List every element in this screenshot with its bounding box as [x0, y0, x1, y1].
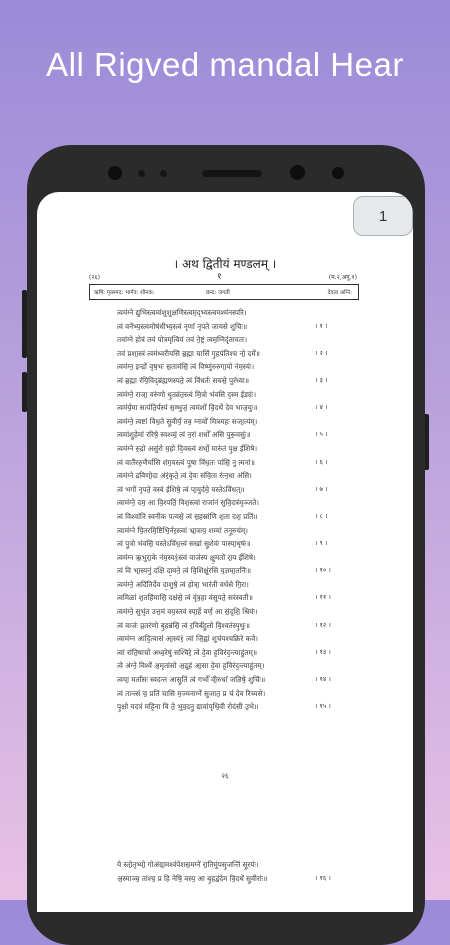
verse-text: पृ॒क्षो यदत्र॑ महि॒ना वि ते॒ भुव॒दनु॒ द्यावा॑पृथि॒वी रोद॑सी उ॒भे॥ — [117, 702, 259, 712]
front-camera-icon — [290, 165, 305, 180]
sensor-icon — [160, 170, 167, 177]
verse-line — [117, 374, 363, 388]
verse-text: त्वं वाजः॑ प्र॒तर॑णो बृ॒हन्न॑सि॒ त्वं र॒यिर्ब॑हु॒लो वि॒श्वत॑स्पृ॒थुः॥ — [117, 620, 250, 630]
verse-number: । १२ । — [315, 620, 331, 629]
verse-text: त्वे अ॑ग्ने॒ विश्वे॑ अ॒मृता॑सो अ॒द्रुह॑ आ॒सा दे॒वा ह॒विर॑द॒न्त्याहु॑तम्। — [117, 661, 265, 671]
verse-line — [117, 442, 363, 456]
verse-number: । ५ । — [315, 430, 328, 439]
verse-number: । २ । — [315, 348, 328, 357]
page-ref: (२६) — [89, 274, 100, 281]
verse-text: तव॑ प्रशा॒स्त्रं त्वम॑ध्वरीयसि ब्र॒ह्मा चासि॑ गृ॒हप॑तिश्च नो॒ दमे॑॥ — [117, 348, 260, 358]
verse-text: त्वम॑ग्ने रु॒द्रो असु॑रो म॒हो दि॒वस्त्वं शर्धो॒ मारु॑तं पृ॒क्ष ई॑शिषे। — [117, 443, 258, 453]
verse-line — [117, 469, 363, 483]
verse-line — [117, 388, 363, 402]
verse-text: त्वं पु॒त्रो भ॑वसि॒ यस्तेऽवि॑ध॒त्त्वं सखा॑ सु॒शेवः॑ पास्या॒धृषः॑॥ — [117, 539, 251, 549]
verse-line — [117, 578, 363, 592]
verse-number: । १६ । — [315, 873, 331, 882]
verse-number: । ११ । — [315, 593, 331, 602]
verse-line — [117, 872, 363, 886]
verse-text: त्वमिळा॑ श॒तहि॑मासि॒ दक्ष॑से॒ त्वं वृ॑त्र॒हा व॑सुपते॒ सर॑स्वती॥ — [117, 593, 253, 603]
verse-text: त्वं वातै॑ररु॒णैर्या॑सि शंग॒यस्त्वं पू॒षा वि॑ध॒तः पा॑सि॒ नु त्मना॑॥ — [117, 457, 255, 467]
verse-text: त्वम॑र्य॒मा सत्प॑ति॒र्यस्य॑ स॒म्भुजं॒ त्वमंशो॑ वि॒दथे॑ देव भाज॒युः॥ — [117, 403, 258, 413]
verse-text: त्वाम॑ग्ने॒ दम॒ आ वि॒श्पतिं॒ विश॒स्त्वां राजा॑नं सुवि॒दत्र॑मृञ्जते। — [117, 498, 260, 508]
verse-line — [117, 320, 363, 334]
verse-line — [117, 659, 363, 673]
verse-line — [117, 619, 363, 633]
verse-text: त्वम॑ग्न॒ इन्द्रो॑ वृष॒भः स॒ताम॑सि॒ त्वं विष्णु॑रुरुगा॒यो न॑म॒स्यः॑। — [117, 362, 255, 372]
verse-text: त्वम॑ग्ने द्युभिस्त्वमा॑शुशुक्षणिस्त्वम॒द्भ्यस्त्वमश्म॑नस्परि। — [117, 308, 247, 317]
verse-line — [117, 401, 363, 415]
verse-text: त्वं विश्वा॑नि स्वनीक पत्यसे॒ त्वं स॒हस्रा॑णि श॒ता दश॒ प्रति॑॥ — [117, 511, 258, 521]
verse-text: त्वां रा॑ति॒षाचो॑ अध्व॒रेषु॑ सश्चिरे॒ त्वे दे॒वा ह॒विर॑द॒न्त्याहु॑तम्॥ — [117, 647, 258, 657]
verse-number: । १५ । — [315, 702, 331, 711]
verse-line — [117, 524, 363, 538]
verse-list — [117, 306, 363, 714]
verse-line — [117, 700, 363, 714]
verse-text: त्वम॑ग्न ऋ॒भुरा॒के न॑म॒स्य१॒॑स्त्वं वाज॑स्य क्षु॒मतो॑ रा॒य ई॑शिषे। — [117, 552, 256, 562]
verse-line — [117, 333, 363, 347]
verse-text: त्वं भगो॑ नृपते॒ वस्व॑ ईशिषे॒ त्वं पा॒युर्दमे॒ यस्तेऽवि॑धत्॥ — [117, 484, 245, 494]
sensor-icon — [138, 170, 145, 177]
verse-text: त्वम॑ग्ने द्रविणो॒दा अ॑रं॒कृते॒ त्वं दे॒वः स॑वि॒ता र॑त्न॒धा अ॑सि। — [117, 471, 252, 481]
verse-text: ये स्तो॒तृभ्यो॒ गोअ॑ग्रा॒मश्व॑पेशस॒मग्ने॑ रा॒तिमु॑पसृ॒जन्ति॑ सू॒रयः॑। — [117, 860, 259, 869]
verse-line — [117, 537, 363, 551]
verse-text: त्वाम॑ग्ने पि॒तरमि॒ष्टिभि॒र्नर॒स्त्वां भ्रा॒त्राय॒ शम्या॑ तनू॒रुच॑म्। — [117, 525, 248, 535]
verse-number: । १ । — [315, 321, 328, 330]
verse-line — [117, 415, 363, 429]
verse-number: । १३ । — [315, 647, 331, 656]
earpiece-speaker — [202, 170, 262, 177]
verse-text: अ॒स्माञ्च॒ तांश्च॒ प्र हि नेषि॒ वस्य॒ आ बृ॒हद्व॑देम वि॒दथे॑ सु॒वीराः॑॥ — [117, 873, 268, 883]
chhanda-label: छन्द: जगती — [206, 290, 230, 296]
verse-text: तवा॑ग्ने होत्रं तव॑ पोत्रमृत्वियं तव॑ ने॒ष्ट्रं त्वम॒ग्निदृ॑तायतः। — [117, 335, 248, 345]
verse-line — [117, 646, 363, 660]
page-footer-number: २६ — [221, 772, 229, 780]
verse-line — [117, 456, 363, 470]
promo-title: All Rigved mandal Hear — [46, 46, 404, 83]
verse-number: । ८ । — [315, 511, 328, 520]
verse-text: त्वम॑ग्ने॒ अदि॑तिर्देव दा॒शुषे॒ त्वं होत्रा॒ भार॑ती वर्धसे गि॒रा। — [117, 579, 249, 589]
verse-line — [117, 687, 363, 701]
verse-number: । ३ । — [315, 375, 328, 384]
verse-text: त्वया॒ मर्ता॑सः स्वदन्त आसु॒तिं त्वं गर्भो॑ वी॒रुधां॑ जज्ञिषे॒ शुचिः॑॥ — [117, 675, 266, 685]
rishi-label: ऋषि: गृत्समद: भार्गव: शौनक: — [94, 290, 155, 296]
sensor-icon — [332, 167, 344, 179]
verse-text: त्वम॑ग्ने॒ सुभृ॑त उत्त॒मं वय॒स्तव॑ स्पा॒र्हे वर्ण॒ आ सं॒दृशि॒ श्रियः॑। — [117, 607, 258, 617]
hymn-info-box — [89, 284, 359, 300]
verse-text: त्वम॑ग्ने॒ राजा॒ वरु॑णो धृ॒तव्र॑त॒स्त्वं मि॒त्रो भ॑वसि द॒स्म ईड्यः॑। — [117, 389, 257, 399]
mandal-ref: (म.२,अनु.१) — [328, 274, 357, 281]
verse-text: त्वं वि भा॒स्यनु॑ दक्षि दा॒वने॒ त्वं वि॒शिक्षु॑रसि य॒ज्ञमा॒तनिः॑॥ — [117, 566, 252, 576]
verse-line — [117, 496, 363, 510]
verse-line — [117, 673, 363, 687]
verse-text: त्वं ब्र॒ह्मा र॑यि॒विद्ब्र॑ह्मणस्पते॒ त्वं वि॑धर्तः सचसे॒ पुरं॑ध्या॥ — [117, 375, 250, 385]
verse-text: त्वाम॑ग्न आदि॒त्यास॑ आ॒स्यं१॒॑ त्वां जि॒ह्वां शुच॑यश्चक्रिरे कवे। — [117, 634, 258, 644]
verse-line — [117, 632, 363, 646]
verse-list-next-page — [117, 858, 363, 885]
verse-text: त्वं तान्त्सं च॒ प्रति॑ चासि म॒ज्मनाग्ने॑ सुजात॒ प्र च॑ देव रिच्यसे। — [117, 688, 266, 698]
hymn-number: १ — [217, 272, 222, 282]
verse-number: । ६ । — [315, 457, 328, 466]
verse-line — [117, 564, 363, 578]
page-number-badge[interactable]: 1 — [353, 196, 413, 236]
verse-line — [117, 428, 363, 442]
devata-label: देवता अग्नि: — [327, 290, 352, 296]
verse-line — [117, 347, 363, 361]
verse-line — [117, 306, 363, 320]
verse-line — [117, 360, 363, 374]
verse-number: । ४ । — [315, 403, 328, 412]
mandal-heading: । अथ द्वितीयं मण्डलम् । — [173, 257, 277, 271]
verse-text: त्वमा॑शु॒हेमा॑ ररिषे॒ स्वश्व्यं॒ त्वं न॒रां शर्धो॑ असि पुरू॒वसुः॑॥ — [117, 430, 251, 440]
verse-number: । १४ । — [315, 675, 331, 684]
verse-line — [117, 483, 363, 497]
verse-number: । ९ । — [315, 539, 328, 548]
verse-line — [117, 858, 363, 872]
pdf-viewer-screen[interactable] — [37, 192, 413, 912]
verse-text: त्वं वने॑भ्य॒स्त्वमोष॑धीभ्य॒स्त्वं नृणां॑ नृपते जायसे शुचिः॥ — [117, 321, 248, 331]
verse-line — [117, 510, 363, 524]
verse-line — [117, 591, 363, 605]
verse-number: । १० । — [315, 566, 331, 575]
verse-text: त्वम॑ग्ने॒ त्वष्टा॑ विध॒ते सु॒वीर्यं॒ तव॒ ग्नावो॑ मित्रमहः सजा॒त्य॑म्। — [117, 416, 258, 426]
verse-line — [117, 551, 363, 565]
front-camera-icon — [108, 166, 122, 180]
verse-number: । ७ । — [315, 484, 328, 493]
verse-line — [117, 605, 363, 619]
